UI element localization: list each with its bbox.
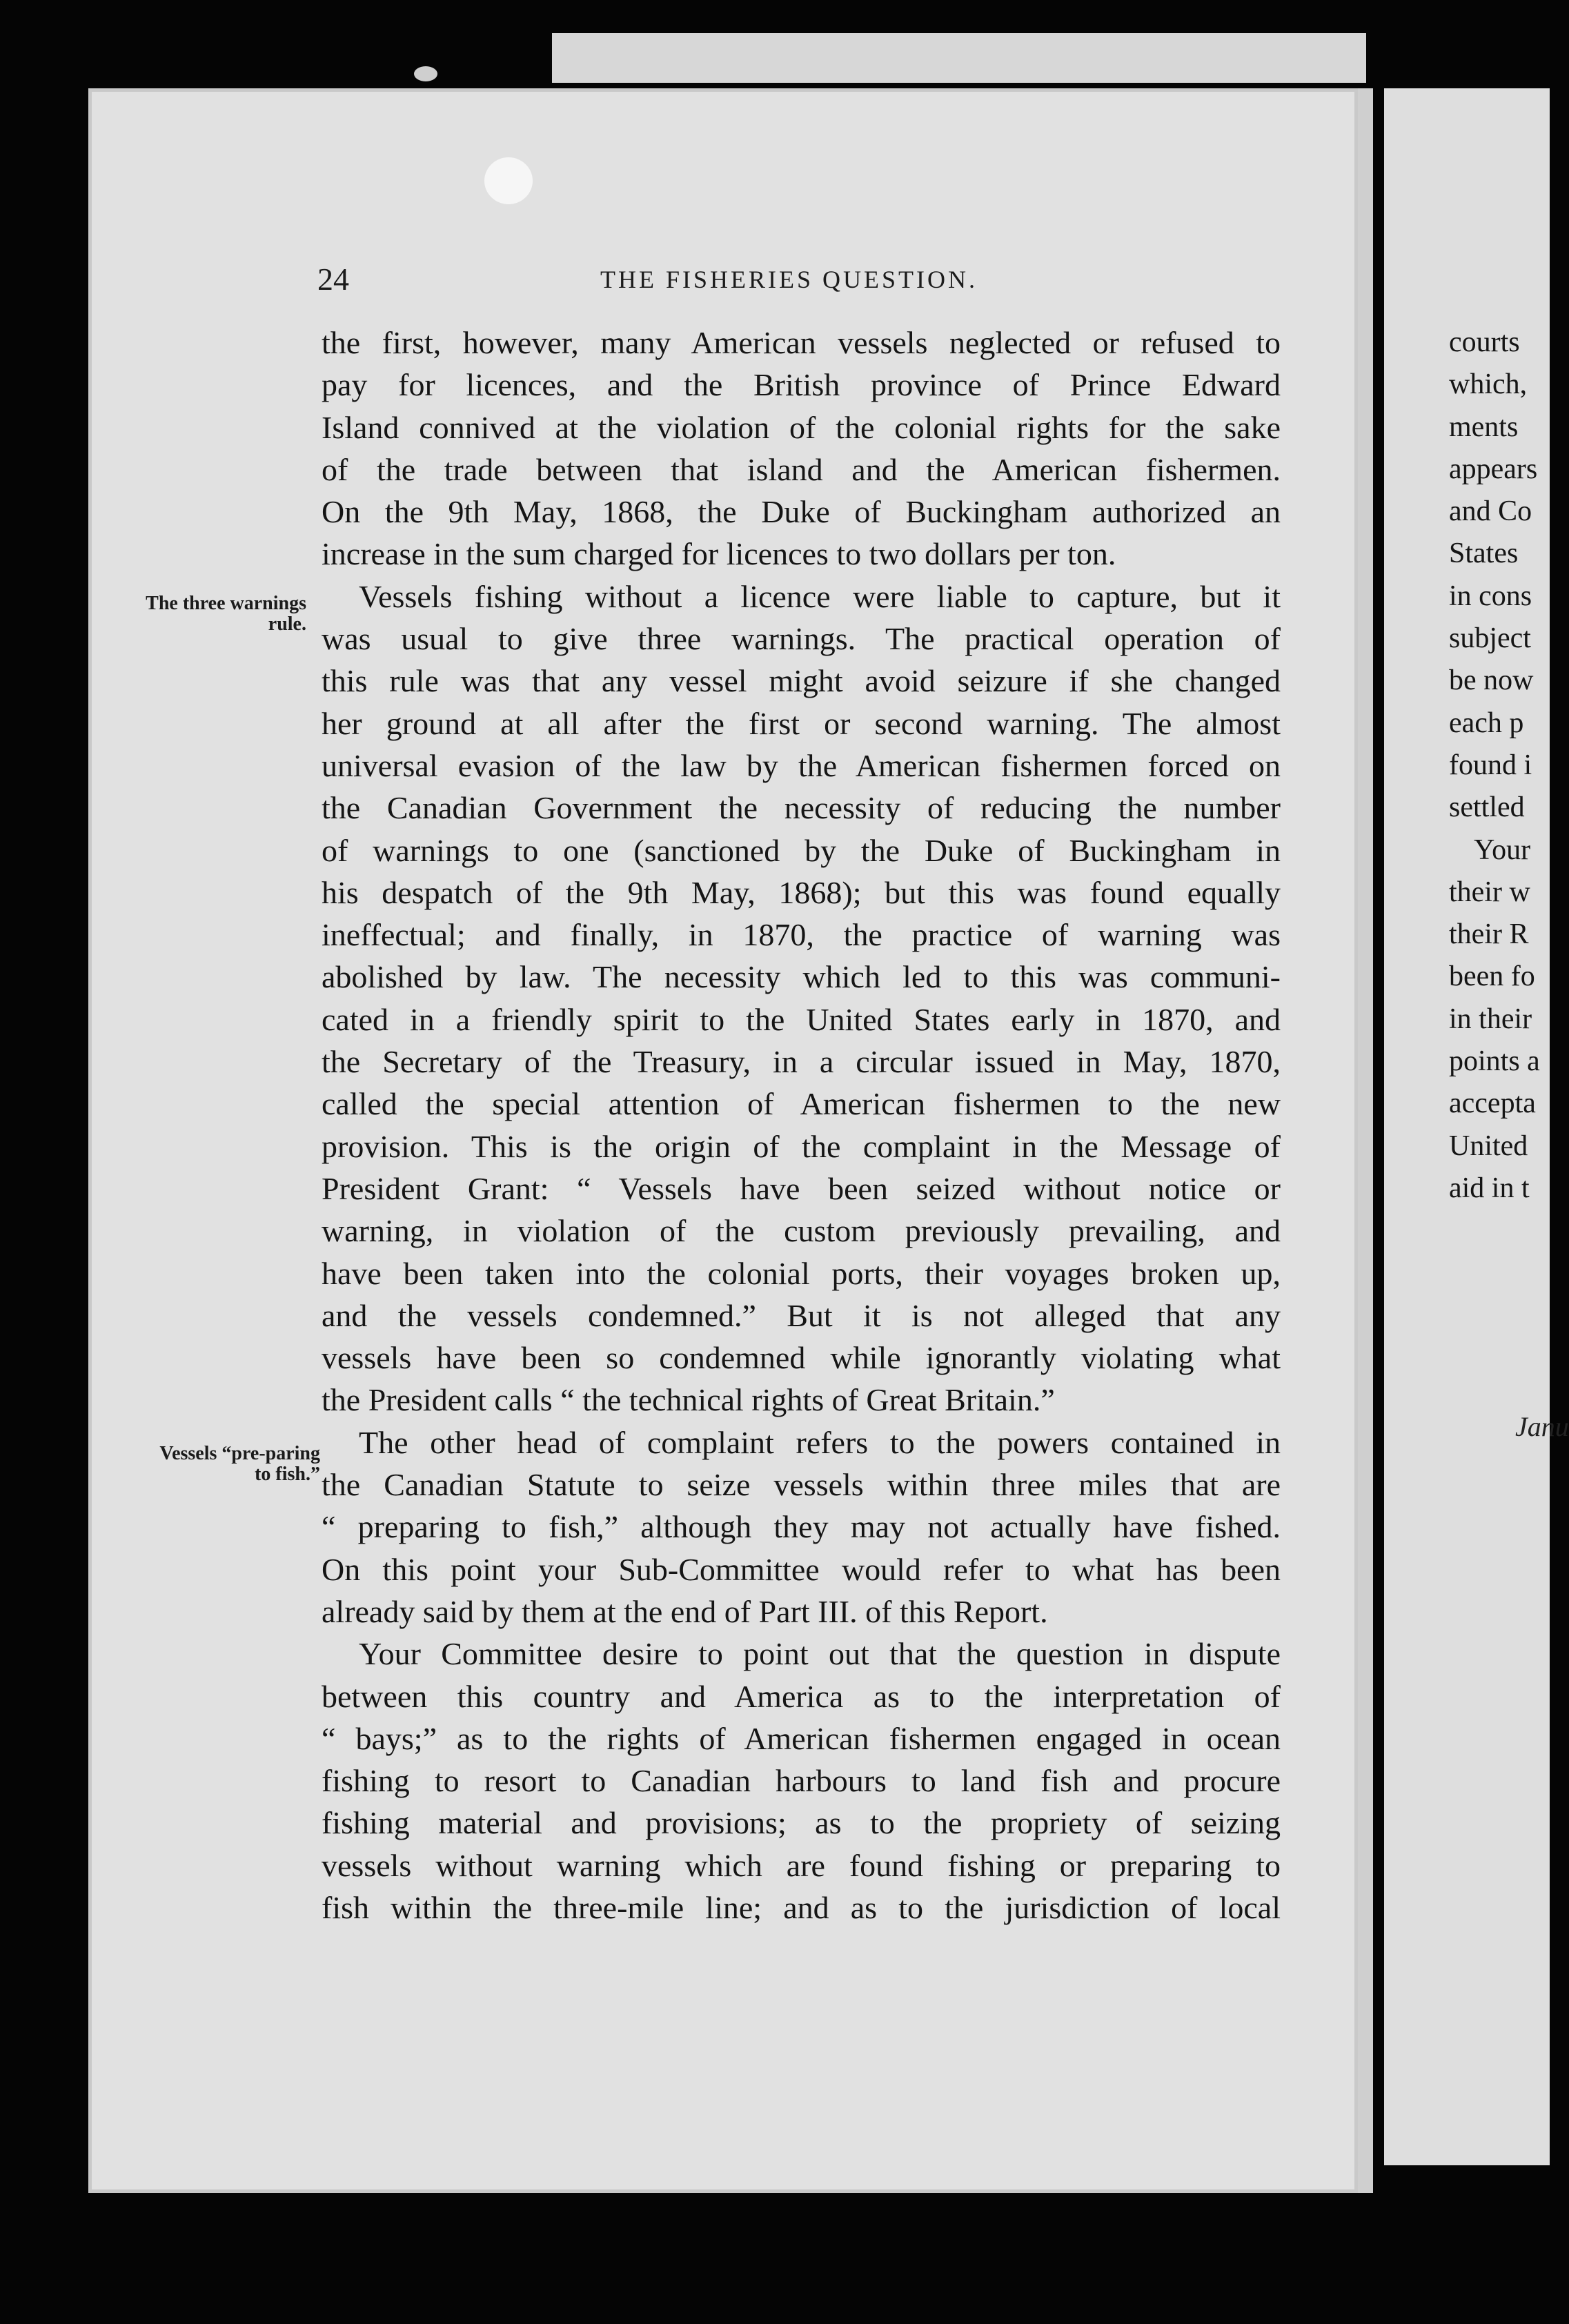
facing-text-line: accepta (1449, 1087, 1536, 1120)
facing-page-text (1449, 322, 1559, 1210)
facing-text-line: aid in t (1449, 1172, 1530, 1204)
text-line: vessels have been so condemned while ignorantly violating what (322, 1340, 1281, 1376)
facing-text-line: be now (1449, 664, 1534, 697)
text-line: the first, however, many American vessels neglected or refused to (322, 325, 1281, 360)
text-line: and the vessels condemned.” But it is not alleged that any (322, 1297, 1281, 1333)
text-line: fish within the three-mile line; and as to the jurisdiction of local (322, 1889, 1281, 1925)
text-line: The other head of complaint refers to the powers contained in (359, 1424, 1281, 1460)
text-line: cated in a friendly spirit to the United States early in 1870, and (322, 1001, 1281, 1037)
text-line: provision. This is the origin of the complaint in the Message of (322, 1128, 1281, 1164)
margin-note-preparing-to-fish: Vessels “pre-paring to fish.” (159, 1443, 320, 1485)
text-line: President Grant: “ Vessels have been seized without notice or (322, 1170, 1281, 1206)
facing-text-line: found i (1449, 749, 1532, 781)
facing-text-line: been fo (1449, 961, 1535, 993)
facing-text-line: and Co (1449, 495, 1532, 528)
facing-text-line: their w (1449, 876, 1530, 908)
text-line: fishing material and provisions; as to the propriety of seizing (322, 1805, 1281, 1841)
text-line: ineffectual; and finally, in 1870, the practice of warning was (322, 917, 1281, 953)
facing-text-line: courts (1449, 326, 1520, 358)
facing-text-line: ments (1449, 411, 1519, 443)
facing-text-line: subject (1449, 622, 1531, 655)
text-line: Island connived at the violation of the colonial rights for the sake (322, 409, 1281, 445)
paper-blemish (414, 66, 437, 81)
text-line: “ preparing to fish,” although they may not actually have fished. (322, 1509, 1281, 1545)
facing-text-line: each p (1449, 707, 1524, 739)
text-line: was usual to give three warnings. The practical operation of (322, 621, 1281, 657)
text-line: Your Committee desire to point out that the question in dispute (359, 1636, 1281, 1672)
facing-text-line: in cons (1449, 580, 1532, 612)
text-line: already said by them at the end of Part III. of this Report. (322, 1593, 1048, 1629)
facing-text-line: their R (1449, 918, 1529, 951)
page-header (317, 261, 1283, 302)
page-edge (1358, 88, 1373, 2193)
text-line: universal evasion of the law by the American fishermen forced on (322, 747, 1281, 783)
facing-text-line: points a (1449, 1045, 1540, 1078)
text-line: have been taken into the colonial ports, their voyages broken up, (322, 1255, 1281, 1291)
text-line: called the special attention of American fishermen to the new (322, 1086, 1281, 1122)
facing-text-line: appears (1449, 453, 1538, 485)
facing-text-line: States (1449, 538, 1519, 570)
facing-text-line: settled (1449, 791, 1525, 824)
margin-note-warnings-rule: The three warnings rule. (146, 593, 306, 635)
text-line: abolished by law. The necessity which led to this was communi- (322, 959, 1281, 995)
text-line: fishing to resort to Canadian harbours to land fish and procure (322, 1763, 1281, 1799)
facing-page-date: Janu (1515, 1411, 1569, 1442)
text-line: On the 9th May, 1868, the Duke of Buckingham authorized an (322, 494, 1281, 530)
text-line: this rule was that any vessel might avoid seizure if she changed (322, 663, 1281, 699)
text-line: increase in the sum charged for licences to two dollars per ton. (322, 536, 1116, 572)
body-text (322, 322, 1281, 1929)
text-line: vessels without warning which are found fishing or preparing to (322, 1847, 1281, 1883)
text-line: warning, in violation of the custom previously prevailing, and (322, 1213, 1281, 1249)
paper-blemish (484, 157, 533, 204)
text-line: his despatch of the 9th May, 1868); but this was found equally (322, 874, 1281, 910)
facing-text-line: in their (1449, 1003, 1532, 1035)
running-title: THE FISHERIES QUESTION. (600, 266, 978, 293)
facing-text-line: United (1449, 1130, 1528, 1162)
text-line: of warnings to one (sanctioned by the Duke of Buckingham in (322, 832, 1281, 868)
text-line: the Canadian Statute to seize vessels within three miles that are (322, 1467, 1281, 1503)
page-number: 24 (317, 262, 349, 297)
text-line: the Canadian Government the necessity of reducing the number (322, 790, 1281, 826)
text-line: Vessels fishing without a licence were liable to capture, but it (359, 578, 1281, 614)
text-line: between this country and America as to the interpretation of (322, 1678, 1281, 1714)
text-line: of the trade between that island and the American fishermen. (322, 451, 1281, 487)
facing-text-line: which, (1449, 368, 1528, 401)
text-line: pay for licences, and the British province of Prince Edward (322, 367, 1281, 403)
text-line: the President calls “ the technical rights of Great Britain.” (322, 1382, 1055, 1418)
text-line: On this point your Sub-Committee would refer to what has been (322, 1551, 1281, 1587)
text-line: the Secretary of the Treasury, in a circular issued in May, 1870, (322, 1044, 1281, 1080)
text-line: “ bays;” as to the rights of American fishermen engaged in ocean (322, 1720, 1281, 1756)
facing-text-line: Your (1474, 834, 1531, 866)
text-line: her ground at all after the first or second warning. The almost (322, 705, 1281, 741)
top-paper-strip (552, 33, 1366, 83)
